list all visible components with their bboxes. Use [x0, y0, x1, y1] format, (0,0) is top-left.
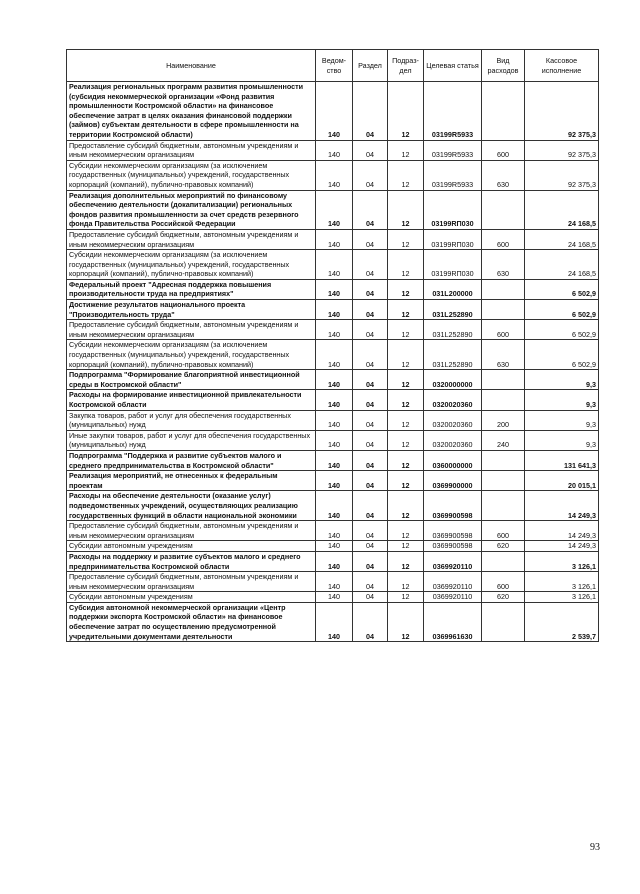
cell-name: Предоставление субсидий бюджетным, автономным учреждениям и иным некоммерческим организациям	[67, 320, 316, 340]
cell-vid-rashodov: 240	[482, 430, 525, 450]
cell-vid-rashodov: 600	[482, 572, 525, 592]
table-row	[67, 450, 599, 470]
cell-podrazdel: 12	[388, 340, 424, 370]
cell-name: Подпрограмма "Формирование благоприятной инвестиционной среды в Костромской области"	[67, 370, 316, 390]
cell-podrazdel: 12	[388, 592, 424, 603]
cell-podrazdel: 12	[388, 491, 424, 521]
table-row	[67, 541, 599, 552]
table-row	[67, 340, 599, 370]
cell-vedomstvo: 140	[316, 300, 353, 320]
cell-kassovoe-ispolnenie: 92 375,3	[525, 160, 599, 190]
cell-podrazdel: 12	[388, 250, 424, 280]
cell-name: Расходы на поддержку и развитие субъектов малого и среднего предпринимательства Костромской области	[67, 551, 316, 571]
cell-celevaya-statya: 03199RП030	[424, 190, 482, 229]
cell-name: Реализация мероприятий, не отнесенных к федеральным проектам	[67, 471, 316, 491]
table-row	[67, 592, 599, 603]
cell-vedomstvo: 140	[316, 541, 353, 552]
cell-vedomstvo: 140	[316, 82, 353, 141]
cell-celevaya-statya: 03199R5933	[424, 140, 482, 160]
cell-vid-rashodov: 630	[482, 160, 525, 190]
cell-kassovoe-ispolnenie: 20 015,1	[525, 471, 599, 491]
cell-name: Субсидии некоммерческим организациям (за исключением государственных (муниципальных) учреждений, государственных корпораций (компаний), публично-правовых компаний)	[67, 250, 316, 280]
cell-name: Подпрограмма "Поддержка и развитие субъектов малого и среднего предпринимательства в Костромской области"	[67, 450, 316, 470]
cell-kassovoe-ispolnenie: 3 126,1	[525, 551, 599, 571]
cell-vid-rashodov: 630	[482, 250, 525, 280]
cell-vedomstvo: 140	[316, 602, 353, 641]
header-razdel: Раздел	[353, 50, 388, 82]
table-row	[67, 160, 599, 190]
cell-celevaya-statya: 0369920110	[424, 572, 482, 592]
header-vedomstvo: Ведом-ство	[316, 50, 353, 82]
cell-kassovoe-ispolnenie: 131 641,3	[525, 450, 599, 470]
table-row	[67, 250, 599, 280]
table-row	[67, 370, 599, 390]
cell-celevaya-statya: 03199R5933	[424, 82, 482, 141]
cell-vid-rashodov	[482, 390, 525, 410]
cell-podrazdel: 12	[388, 572, 424, 592]
cell-kassovoe-ispolnenie: 92 375,3	[525, 82, 599, 141]
cell-name: Предоставление субсидий бюджетным, автономным учреждениям и иным некоммерческим организациям	[67, 572, 316, 592]
cell-kassovoe-ispolnenie: 24 168,5	[525, 229, 599, 249]
cell-celevaya-statya: 0369961630	[424, 602, 482, 641]
cell-podrazdel: 12	[388, 521, 424, 541]
cell-podrazdel: 12	[388, 390, 424, 410]
table-row	[67, 190, 599, 229]
cell-vid-rashodov	[482, 471, 525, 491]
cell-vid-rashodov	[482, 450, 525, 470]
cell-vedomstvo: 140	[316, 190, 353, 229]
cell-name: Предоставление субсидий бюджетным, автономным учреждениям и иным некоммерческим организациям	[67, 521, 316, 541]
cell-podrazdel: 12	[388, 450, 424, 470]
page-number: 93	[590, 842, 600, 853]
cell-celevaya-statya: 0369920110	[424, 592, 482, 603]
cell-vid-rashodov	[482, 551, 525, 571]
cell-name: Субсидия автономной некоммерческой организации «Центр поддержки экспорта Костромской области» на финансовое обеспечение затрат по осуществлению предусмотренной учредительными документами деятельности	[67, 602, 316, 641]
cell-razdel: 04	[353, 370, 388, 390]
table-row	[67, 229, 599, 249]
cell-kassovoe-ispolnenie: 9,3	[525, 390, 599, 410]
table-row	[67, 140, 599, 160]
cell-vedomstvo: 140	[316, 250, 353, 280]
cell-celevaya-statya: 03199RП030	[424, 229, 482, 249]
cell-razdel: 04	[353, 320, 388, 340]
cell-kassovoe-ispolnenie: 6 502,9	[525, 320, 599, 340]
cell-kassovoe-ispolnenie: 9,3	[525, 410, 599, 430]
cell-name: Предоставление субсидий бюджетным, автономным учреждениям и иным некоммерческим организациям	[67, 140, 316, 160]
cell-vedomstvo: 140	[316, 229, 353, 249]
cell-razdel: 04	[353, 82, 388, 141]
cell-celevaya-statya: 031L252890	[424, 320, 482, 340]
cell-razdel: 04	[353, 592, 388, 603]
cell-name: Реализация региональных программ развития промышленности (субсидия некоммерческой организации «Фонд развития промышленности Костромской области» на финансовое обеспечение затрат в целях оказания финансовой поддержки (займов) субъектам деятельности в сфере промышленности на территории Костромской области)	[67, 82, 316, 141]
cell-celevaya-statya: 031L252890	[424, 340, 482, 370]
cell-razdel: 04	[353, 279, 388, 299]
cell-kassovoe-ispolnenie: 3 126,1	[525, 592, 599, 603]
cell-kassovoe-ispolnenie: 2 539,7	[525, 602, 599, 641]
cell-kassovoe-ispolnenie: 24 168,5	[525, 250, 599, 280]
table-row	[67, 390, 599, 410]
header-kassovoe-ispolnenie: Кассовое исполнение	[525, 50, 599, 82]
cell-vid-rashodov: 630	[482, 340, 525, 370]
cell-vedomstvo: 140	[316, 410, 353, 430]
cell-celevaya-statya: 031L252890	[424, 300, 482, 320]
cell-razdel: 04	[353, 572, 388, 592]
cell-celevaya-statya: 0369920110	[424, 551, 482, 571]
cell-kassovoe-ispolnenie: 14 249,3	[525, 491, 599, 521]
cell-celevaya-statya: 0369900000	[424, 471, 482, 491]
cell-name: Субсидии некоммерческим организациям (за исключением государственных (муниципальных) учреждений, государственных корпораций (компаний), публично-правовых компаний)	[67, 160, 316, 190]
cell-vid-rashodov: 600	[482, 521, 525, 541]
cell-podrazdel: 12	[388, 82, 424, 141]
cell-vedomstvo: 140	[316, 320, 353, 340]
cell-razdel: 04	[353, 160, 388, 190]
cell-celevaya-statya: 0320020360	[424, 430, 482, 450]
cell-podrazdel: 12	[388, 300, 424, 320]
cell-razdel: 04	[353, 541, 388, 552]
cell-vid-rashodov	[482, 370, 525, 390]
cell-vedomstvo: 140	[316, 521, 353, 541]
cell-razdel: 04	[353, 491, 388, 521]
cell-celevaya-statya: 0360000000	[424, 450, 482, 470]
cell-vedomstvo: 140	[316, 370, 353, 390]
cell-kassovoe-ispolnenie: 14 249,3	[525, 521, 599, 541]
cell-podrazdel: 12	[388, 229, 424, 249]
cell-podrazdel: 12	[388, 471, 424, 491]
cell-razdel: 04	[353, 340, 388, 370]
cell-celevaya-statya: 03199R5933	[424, 160, 482, 190]
cell-kassovoe-ispolnenie: 9,3	[525, 370, 599, 390]
cell-kassovoe-ispolnenie: 6 502,9	[525, 279, 599, 299]
cell-podrazdel: 12	[388, 160, 424, 190]
header-vid-rashodov: Вид расходов	[482, 50, 525, 82]
cell-vid-rashodov	[482, 300, 525, 320]
cell-vid-rashodov: 600	[482, 229, 525, 249]
cell-vedomstvo: 140	[316, 430, 353, 450]
cell-razdel: 04	[353, 250, 388, 280]
cell-kassovoe-ispolnenie: 6 502,9	[525, 340, 599, 370]
cell-razdel: 04	[353, 390, 388, 410]
cell-celevaya-statya: 0320020360	[424, 410, 482, 430]
cell-razdel: 04	[353, 551, 388, 571]
cell-name: Расходы на формирование инвестиционной привлекательности Костромской области	[67, 390, 316, 410]
cell-vedomstvo: 140	[316, 572, 353, 592]
cell-name: Федеральный проект "Адресная поддержка повышения производительности труда на предприятиях"	[67, 279, 316, 299]
cell-kassovoe-ispolnenie: 92 375,3	[525, 140, 599, 160]
cell-celevaya-statya: 0320000000	[424, 370, 482, 390]
table-row	[67, 320, 599, 340]
cell-razdel: 04	[353, 602, 388, 641]
table-row	[67, 521, 599, 541]
cell-vid-rashodov: 600	[482, 140, 525, 160]
table-body	[67, 82, 599, 642]
cell-razdel: 04	[353, 430, 388, 450]
table-row	[67, 572, 599, 592]
cell-vedomstvo: 140	[316, 340, 353, 370]
cell-kassovoe-ispolnenie: 14 249,3	[525, 541, 599, 552]
table-row	[67, 410, 599, 430]
cell-kassovoe-ispolnenie: 3 126,1	[525, 572, 599, 592]
cell-razdel: 04	[353, 190, 388, 229]
cell-vedomstvo: 140	[316, 279, 353, 299]
cell-vid-rashodov	[482, 602, 525, 641]
cell-razdel: 04	[353, 300, 388, 320]
cell-vid-rashodov	[482, 279, 525, 299]
cell-vedomstvo: 140	[316, 491, 353, 521]
cell-celevaya-statya: 0369900598	[424, 491, 482, 521]
header-celevaya-statya: Целевая статья	[424, 50, 482, 82]
cell-kassovoe-ispolnenie: 6 502,9	[525, 300, 599, 320]
cell-name: Субсидии некоммерческим организациям (за исключением государственных (муниципальных) учреждений, государственных корпораций (компаний), публично-правовых компаний)	[67, 340, 316, 370]
cell-vedomstvo: 140	[316, 450, 353, 470]
cell-celevaya-statya: 0369900598	[424, 541, 482, 552]
table-row	[67, 551, 599, 571]
table-row	[67, 279, 599, 299]
cell-razdel: 04	[353, 140, 388, 160]
cell-razdel: 04	[353, 229, 388, 249]
cell-vid-rashodov	[482, 491, 525, 521]
table-row	[67, 430, 599, 450]
table-row	[67, 82, 599, 141]
cell-kassovoe-ispolnenie: 9,3	[525, 430, 599, 450]
cell-name: Иные закупки товаров, работ и услуг для обеспечения государственных (муниципальных) нужд	[67, 430, 316, 450]
cell-vid-rashodov: 200	[482, 410, 525, 430]
header-podrazdel: Подраз-дел	[388, 50, 424, 82]
cell-celevaya-statya: 03199RП030	[424, 250, 482, 280]
cell-name: Реализация дополнительных мероприятий по финансовому обеспечению деятельности (докапитализации) региональных фондов развития промышленности за счет средств резервного фонда Правительства Российской Федерации	[67, 190, 316, 229]
table-row	[67, 471, 599, 491]
table-row	[67, 602, 599, 641]
cell-podrazdel: 12	[388, 551, 424, 571]
cell-podrazdel: 12	[388, 320, 424, 340]
table-row	[67, 491, 599, 521]
cell-podrazdel: 12	[388, 370, 424, 390]
cell-razdel: 04	[353, 450, 388, 470]
cell-name: Закупка товаров, работ и услуг для обеспечения государственных (муниципальных) нужд	[67, 410, 316, 430]
table-header-row	[67, 50, 599, 82]
cell-vid-rashodov: 600	[482, 320, 525, 340]
cell-podrazdel: 12	[388, 602, 424, 641]
cell-celevaya-statya: 0369900598	[424, 521, 482, 541]
cell-razdel: 04	[353, 471, 388, 491]
cell-vid-rashodov: 620	[482, 592, 525, 603]
cell-vedomstvo: 140	[316, 160, 353, 190]
cell-vedomstvo: 140	[316, 140, 353, 160]
cell-name: Субсидии автономным учреждениям	[67, 592, 316, 603]
cell-vedomstvo: 140	[316, 551, 353, 571]
cell-podrazdel: 12	[388, 279, 424, 299]
cell-vedomstvo: 140	[316, 471, 353, 491]
budget-execution-table	[66, 49, 599, 642]
cell-name: Достижение результатов национального проекта "Производительность труда"	[67, 300, 316, 320]
cell-vedomstvo: 140	[316, 592, 353, 603]
cell-razdel: 04	[353, 410, 388, 430]
cell-podrazdel: 12	[388, 541, 424, 552]
cell-vid-rashodov	[482, 82, 525, 141]
cell-name: Расходы на обеспечение деятельности (оказание услуг) подведомственных учреждений, осуществляющих реализацию государственных функций в области национальной экономики	[67, 491, 316, 521]
cell-name: Предоставление субсидий бюджетным, автономным учреждениям и иным некоммерческим организациям	[67, 229, 316, 249]
cell-name: Субсидии автономным учреждениям	[67, 541, 316, 552]
cell-podrazdel: 12	[388, 190, 424, 229]
table-row	[67, 300, 599, 320]
cell-podrazdel: 12	[388, 140, 424, 160]
cell-vid-rashodov: 620	[482, 541, 525, 552]
cell-celevaya-statya: 0320020360	[424, 390, 482, 410]
cell-vid-rashodov	[482, 190, 525, 229]
cell-vedomstvo: 140	[316, 390, 353, 410]
cell-razdel: 04	[353, 521, 388, 541]
header-name: Наименование	[67, 50, 316, 82]
cell-podrazdel: 12	[388, 410, 424, 430]
cell-celevaya-statya: 031L200000	[424, 279, 482, 299]
cell-kassovoe-ispolnenie: 24 168,5	[525, 190, 599, 229]
cell-podrazdel: 12	[388, 430, 424, 450]
